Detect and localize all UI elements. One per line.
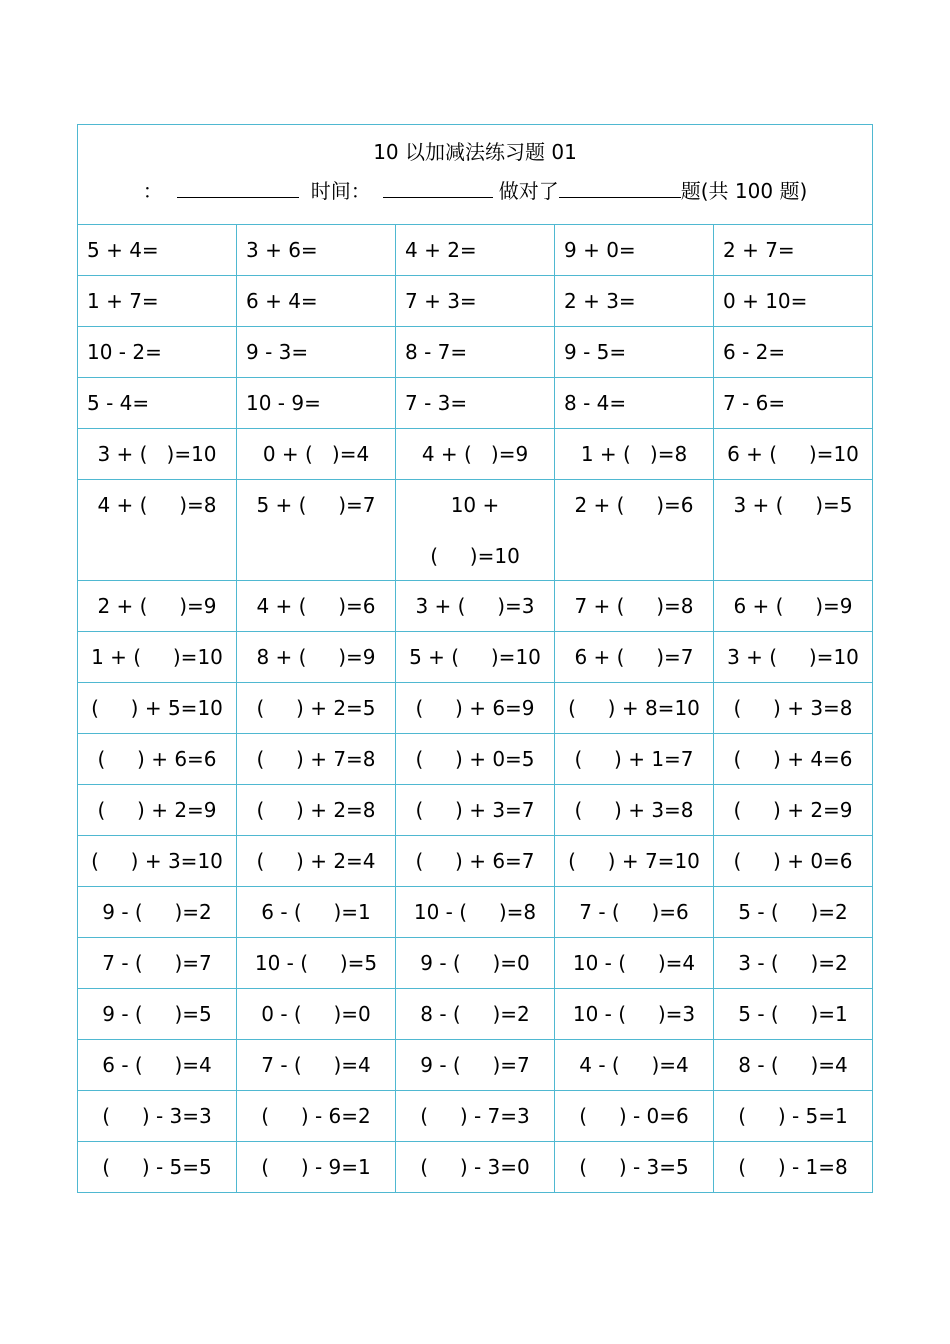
- problem-text: 2 + 3=: [564, 289, 636, 313]
- problem-text: ( ) - 5=1: [738, 1104, 848, 1128]
- problem-cell: [237, 734, 396, 785]
- time-blank[interactable]: [383, 177, 493, 198]
- problem-cell: [714, 327, 873, 378]
- problem-text: ( ) + 5=10: [91, 696, 223, 720]
- problem-cell: [714, 1091, 873, 1142]
- problem-cell: [714, 276, 873, 327]
- problem-cell: [714, 429, 873, 480]
- problem-cell: [714, 225, 873, 276]
- problem-text: ( ) + 0=6: [733, 849, 853, 873]
- problem-text: 8 - ( )=2: [420, 1002, 530, 1026]
- problem-cell: [237, 327, 396, 378]
- problem-cell: [714, 632, 873, 683]
- worksheet-table: [77, 124, 873, 1193]
- problem-text: 7 + ( )=8: [574, 594, 694, 618]
- problem-row: [78, 887, 873, 938]
- problem-cell: [396, 378, 555, 429]
- problem-cell: [555, 581, 714, 632]
- problem-cell: [555, 480, 714, 581]
- problem-cell: [714, 938, 873, 989]
- name-blank[interactable]: [177, 177, 299, 198]
- problem-cell: [78, 836, 237, 887]
- problem-text: 4 + 2=: [405, 238, 477, 262]
- problem-cell: [78, 327, 237, 378]
- problem-cell: [396, 887, 555, 938]
- problem-text-continued: ( )=10: [430, 544, 520, 568]
- problem-text: ( ) + 6=9: [415, 696, 535, 720]
- problem-cell: [237, 1142, 396, 1193]
- problem-text: ( ) + 2=4: [256, 849, 376, 873]
- problem-cell: [555, 1040, 714, 1091]
- problem-text: ( ) - 6=2: [261, 1104, 371, 1128]
- problem-cell: [396, 1142, 555, 1193]
- problem-cell: [78, 785, 237, 836]
- problem-cell: [78, 378, 237, 429]
- problem-text: 1 + ( )=8: [580, 442, 688, 466]
- problem-text: 8 - 7=: [405, 340, 468, 364]
- problem-text: 3 + ( )=5: [733, 493, 853, 517]
- problem-text: 6 + 4=: [246, 289, 318, 313]
- done-label: 做对了: [498, 179, 559, 203]
- problem-row: [78, 225, 873, 276]
- problem-text: ( ) + 2=9: [97, 798, 217, 822]
- problem-text: 9 - 5=: [564, 340, 627, 364]
- problem-text: ( ) + 3=7: [415, 798, 535, 822]
- problem-cell: [78, 480, 237, 581]
- problem-text: 10 - ( )=3: [572, 1002, 696, 1026]
- problem-text: 9 - ( )=7: [420, 1053, 530, 1077]
- problem-row: [78, 378, 873, 429]
- problem-text: ( ) + 1=7: [574, 747, 694, 771]
- problem-cell: [555, 785, 714, 836]
- problem-text: 10 - ( )=4: [572, 951, 696, 975]
- problem-text: 3 + ( )=3: [415, 594, 535, 618]
- problem-text: 4 + ( )=9: [421, 442, 529, 466]
- problem-cell: [78, 225, 237, 276]
- problem-cell: [396, 836, 555, 887]
- problem-cell: [396, 1040, 555, 1091]
- problem-cell: [396, 989, 555, 1040]
- problem-text: 4 + ( )=6: [256, 594, 376, 618]
- problem-text: ( ) - 3=0: [420, 1155, 530, 1179]
- problem-cell: [78, 429, 237, 480]
- problem-text: 3 + ( )=10: [727, 645, 859, 669]
- problem-cell: [396, 683, 555, 734]
- problem-text: 5 + 4=: [87, 238, 159, 262]
- problem-row: [78, 734, 873, 785]
- problem-cell: [396, 581, 555, 632]
- problem-text: 5 - 4=: [87, 391, 150, 415]
- problem-cell: [237, 632, 396, 683]
- problem-text: 6 - ( )=4: [102, 1053, 212, 1077]
- name-label: ：: [142, 179, 163, 203]
- problem-row: [78, 276, 873, 327]
- problem-cell: [555, 632, 714, 683]
- problem-cell: [555, 989, 714, 1040]
- problem-row: [78, 1040, 873, 1091]
- problem-text: ( ) + 2=5: [256, 696, 376, 720]
- problem-cell: [714, 887, 873, 938]
- problem-cell: [78, 1091, 237, 1142]
- problem-cell: [237, 683, 396, 734]
- problem-cell: [714, 785, 873, 836]
- problem-cell: [714, 378, 873, 429]
- problem-cell: [78, 683, 237, 734]
- problem-cell: [396, 1091, 555, 1142]
- problem-text: ( ) + 3=8: [574, 798, 694, 822]
- problem-text: 7 + 3=: [405, 289, 477, 313]
- problem-cell: [555, 429, 714, 480]
- problem-text: 10 - 2=: [87, 340, 162, 364]
- problem-text: ( ) + 3=10: [91, 849, 223, 873]
- problem-cell: [555, 276, 714, 327]
- problem-cell: [237, 1091, 396, 1142]
- problem-text: 3 + 6=: [246, 238, 318, 262]
- problem-cell: [396, 327, 555, 378]
- problem-cell: [396, 632, 555, 683]
- problem-text: 9 + 0=: [564, 238, 636, 262]
- problem-text: 7 - ( )=7: [102, 951, 212, 975]
- problem-text: 2 + ( )=9: [97, 594, 217, 618]
- problem-text: 5 - ( )=1: [738, 1002, 848, 1026]
- problem-cell: [78, 632, 237, 683]
- problem-text: 9 - ( )=2: [102, 900, 212, 924]
- problem-row: [78, 836, 873, 887]
- problem-cell: [714, 1040, 873, 1091]
- problem-cell: [237, 276, 396, 327]
- worksheet-title: 10 以加减法练习题 01: [373, 140, 577, 164]
- problem-text: 10 +: [450, 493, 500, 517]
- problem-text: 7 - ( )=6: [579, 900, 689, 924]
- problem-text: ( ) + 8=10: [568, 696, 700, 720]
- problem-cell: [396, 734, 555, 785]
- problem-text: ( ) + 2=8: [256, 798, 376, 822]
- problem-row: [78, 683, 873, 734]
- problem-text: 5 + ( )=7: [256, 493, 376, 517]
- problem-text: ( ) - 0=6: [579, 1104, 689, 1128]
- problem-cell: [714, 480, 873, 581]
- problem-cell: [714, 1142, 873, 1193]
- problem-cell: [714, 683, 873, 734]
- problem-cell: [396, 938, 555, 989]
- problem-text: 2 + 7=: [723, 238, 795, 262]
- problem-cell: [396, 785, 555, 836]
- problem-text: 8 + ( )=9: [256, 645, 376, 669]
- problem-text: 10 - 9=: [246, 391, 321, 415]
- problem-text: 8 - 4=: [564, 391, 627, 415]
- problem-cell: [237, 1040, 396, 1091]
- problem-text: 7 - 6=: [723, 391, 786, 415]
- problem-text: 9 - 3=: [246, 340, 309, 364]
- problem-text: ( ) - 5=5: [102, 1155, 212, 1179]
- problem-cell: [237, 225, 396, 276]
- problem-text: 0 - ( )=0: [261, 1002, 371, 1026]
- problem-cell: [237, 378, 396, 429]
- problem-text: 7 - ( )=4: [261, 1053, 371, 1077]
- problem-text: 10 - ( )=8: [413, 900, 537, 924]
- problem-row: [78, 327, 873, 378]
- problem-text: 9 - ( )=5: [102, 1002, 212, 1026]
- problem-text: ( ) - 1=8: [738, 1155, 848, 1179]
- problem-cell: [555, 836, 714, 887]
- problem-cell: [555, 1091, 714, 1142]
- problem-cell: [714, 581, 873, 632]
- problem-text: 3 - ( )=2: [738, 951, 848, 975]
- problem-text: ( ) - 3=3: [102, 1104, 212, 1128]
- problem-cell: [237, 836, 396, 887]
- problem-cell: [555, 225, 714, 276]
- problem-text: ( ) + 2=9: [733, 798, 853, 822]
- problem-text: ( ) - 3=5: [579, 1155, 689, 1179]
- problem-cell: [714, 989, 873, 1040]
- problem-text: 6 + ( )=7: [574, 645, 694, 669]
- problem-row: [78, 429, 873, 480]
- problem-cell: [78, 734, 237, 785]
- problem-text: 4 - ( )=4: [579, 1053, 689, 1077]
- problem-text: ( ) + 6=7: [415, 849, 535, 873]
- problem-text: ( ) + 6=6: [97, 747, 217, 771]
- problem-cell: [237, 581, 396, 632]
- problem-cell: [237, 887, 396, 938]
- problem-text: 0 + 10=: [723, 289, 808, 313]
- problem-text: 10 - ( )=5: [254, 951, 378, 975]
- problem-cell: [555, 734, 714, 785]
- problem-text: ( ) + 0=5: [415, 747, 535, 771]
- problem-cell: [237, 938, 396, 989]
- problem-text: 0 + ( )=4: [262, 442, 370, 466]
- score-blank[interactable]: [559, 177, 681, 198]
- problem-text: 1 + 7=: [87, 289, 159, 313]
- problem-row: [78, 1142, 873, 1193]
- problem-text: ( ) + 7=10: [568, 849, 700, 873]
- problem-cell: [78, 1142, 237, 1193]
- problem-text: 7 - 3=: [405, 391, 468, 415]
- header-row: [78, 125, 873, 225]
- total-label: 题(共 100 题): [680, 179, 808, 203]
- problem-cell: [237, 480, 396, 581]
- problem-cell: [396, 276, 555, 327]
- problem-cell: [396, 225, 555, 276]
- problem-text: 9 - ( )=0: [420, 951, 530, 975]
- problem-text: 2 + ( )=6: [574, 493, 694, 517]
- problem-text: 5 + ( )=10: [409, 645, 541, 669]
- problem-cell: [396, 480, 555, 581]
- problem-text: 5 - ( )=2: [738, 900, 848, 924]
- problem-text: ( ) - 7=3: [420, 1104, 530, 1128]
- problem-cell: [237, 785, 396, 836]
- problem-cell: [237, 429, 396, 480]
- problem-cell: [396, 429, 555, 480]
- problem-text: ( ) + 3=8: [733, 696, 853, 720]
- problem-text: 4 + ( )=8: [97, 493, 217, 517]
- problem-cell: [555, 887, 714, 938]
- problem-text: 6 - 2=: [723, 340, 786, 364]
- problem-text: 6 - ( )=1: [261, 900, 371, 924]
- header-cell: [78, 125, 873, 225]
- info-line: [78, 177, 872, 203]
- problem-text: 1 + ( )=10: [91, 645, 223, 669]
- problem-row: [78, 632, 873, 683]
- problem-row: [78, 989, 873, 1040]
- problem-cell: [714, 734, 873, 785]
- problem-cell: [78, 938, 237, 989]
- problem-text: 3 + ( )=10: [97, 442, 217, 466]
- problem-cell: [78, 581, 237, 632]
- problem-text: ( ) - 9=1: [261, 1155, 371, 1179]
- problem-text: ( ) + 4=6: [733, 747, 853, 771]
- problem-row: [78, 1091, 873, 1142]
- problem-cell: [555, 1142, 714, 1193]
- problem-cell: [78, 887, 237, 938]
- problem-cell: [555, 378, 714, 429]
- problem-text: 6 + ( )=9: [733, 594, 853, 618]
- problem-cell: [78, 989, 237, 1040]
- problem-row: [78, 938, 873, 989]
- problem-row: [78, 581, 873, 632]
- problem-cell: [78, 1040, 237, 1091]
- problem-cell: [714, 836, 873, 887]
- problem-cell: [555, 683, 714, 734]
- problem-cell: [78, 276, 237, 327]
- problem-cell: [555, 938, 714, 989]
- problem-row: [78, 785, 873, 836]
- time-label: 时间：: [310, 179, 371, 203]
- problem-row: [78, 480, 873, 581]
- problem-text: ( ) + 7=8: [256, 747, 376, 771]
- problem-cell: [237, 989, 396, 1040]
- problem-cell: [555, 327, 714, 378]
- problem-text: 6 + ( )=10: [727, 442, 859, 466]
- problem-text: 8 - ( )=4: [738, 1053, 848, 1077]
